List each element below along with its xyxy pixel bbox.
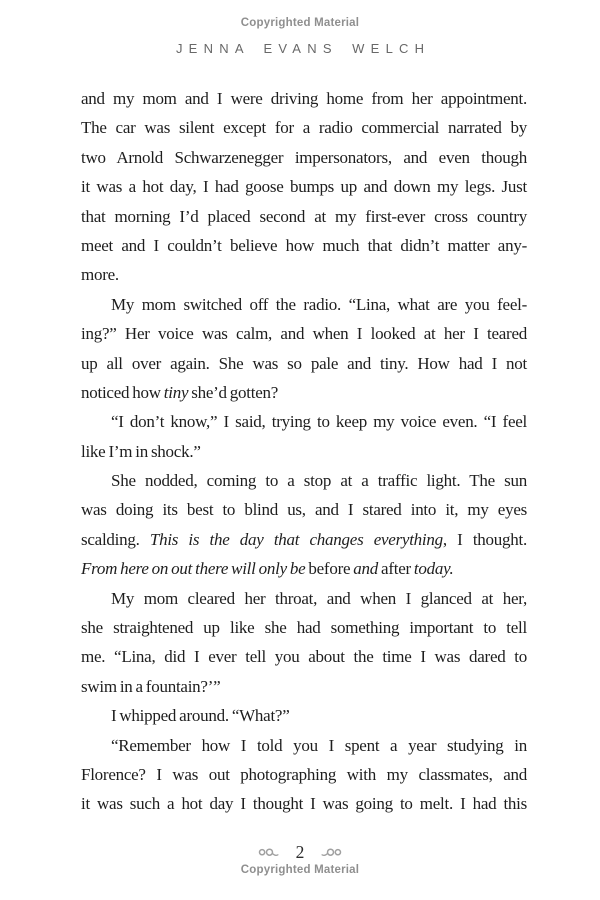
italic-run: and (353, 559, 379, 579)
body-text (81, 84, 527, 819)
text-line (81, 202, 527, 231)
text-line (81, 437, 527, 466)
text-line (81, 407, 527, 436)
swirl-flourish-icon (255, 846, 281, 858)
swirl-flourish-mirrored-icon (319, 846, 345, 858)
italic-run: tiny (163, 382, 189, 402)
text-run: and my mom and I were driving home from her appointment. (81, 89, 527, 108)
italic-run: This is the day that changes everything (149, 529, 443, 549)
text-line (81, 760, 527, 789)
text-run: she’d gotten? (188, 382, 279, 402)
text-line (81, 525, 527, 554)
text-line (81, 495, 527, 524)
text-run: My mom switched off the radio. “Lina, what are you feel- (111, 294, 527, 314)
text-line (81, 84, 527, 113)
text-run: meet and I couldn’t believe how much that didn’t matter any- (81, 235, 527, 255)
text-line (81, 554, 527, 583)
text-run: “I don’t know,” I said, trying to keep my voice even. “I feel (111, 412, 527, 432)
text-run: ing?” Her voice was calm, and when I looked at her I teared (81, 324, 527, 344)
page-footer (0, 840, 600, 864)
running-header-author: JENNA EVANS WELCH (175, 41, 431, 56)
text-line (81, 584, 527, 613)
text-line (81, 319, 527, 348)
italic-run: today. (413, 559, 454, 579)
text-run: noticed how (81, 382, 164, 402)
text-run: was doing its best to blind us, and I stared into it, my eyes (81, 500, 527, 520)
text-run: I whipped around. “What?” (111, 706, 290, 726)
text-run: “Remember how I told you I spent a year studying in (111, 735, 527, 755)
text-run: she straightened up like she had something important to tell (81, 618, 527, 638)
text-run: scalding. (81, 529, 150, 549)
text-line (81, 378, 527, 407)
text-run: Florence? I was out photographing with my classmates, and (81, 764, 527, 784)
text-run: me. “Lina, did I ever tell you about the time I was dared to (81, 647, 527, 667)
text-run: , I thought. (442, 529, 527, 549)
page-number: 2 (295, 842, 305, 862)
text-line (81, 642, 527, 671)
text-line (81, 789, 527, 818)
text-line (81, 349, 527, 378)
text-line (81, 231, 527, 260)
text-run: up all over again. She was so pale and tiny. How had I not (81, 353, 527, 373)
text-line (81, 113, 527, 142)
text-line (81, 466, 527, 495)
text-run: that morning I’d placed second at my first-ever cross country (81, 206, 527, 226)
text-line (81, 701, 527, 730)
text-run: two Arnold Schwarzenegger impersonators, and even though (81, 147, 527, 167)
text-line (81, 613, 527, 642)
text-run: it was such a hot day I thought I was going to melt. I had this (81, 794, 527, 814)
text-line (81, 143, 527, 172)
text-run: The car was silent except for a radio commercial narrated by (81, 118, 527, 138)
text-line (81, 260, 527, 289)
text-run: She nodded, coming to a stop at a traffic light. The sun (111, 471, 527, 491)
text-line (81, 731, 527, 760)
text-run: swim in a fountain?’” (81, 676, 221, 696)
text-run: like I’m in shock.” (81, 441, 201, 461)
text-line (81, 290, 527, 319)
text-run: more. (81, 265, 119, 285)
text-run: after (378, 559, 414, 579)
bottom-copyright-notice: Copyrighted Material (240, 864, 360, 876)
text-run: it was a hot day, I had goose bumps up and down my legs. Just (81, 177, 527, 197)
text-run: before (305, 559, 354, 579)
italic-run: From here on out there will only be (81, 559, 306, 579)
text-line (81, 172, 527, 201)
text-line (81, 672, 527, 701)
top-copyright-notice: Copyrighted Material (240, 17, 360, 29)
text-run: My mom cleared her throat, and when I glanced at her, (111, 588, 527, 608)
